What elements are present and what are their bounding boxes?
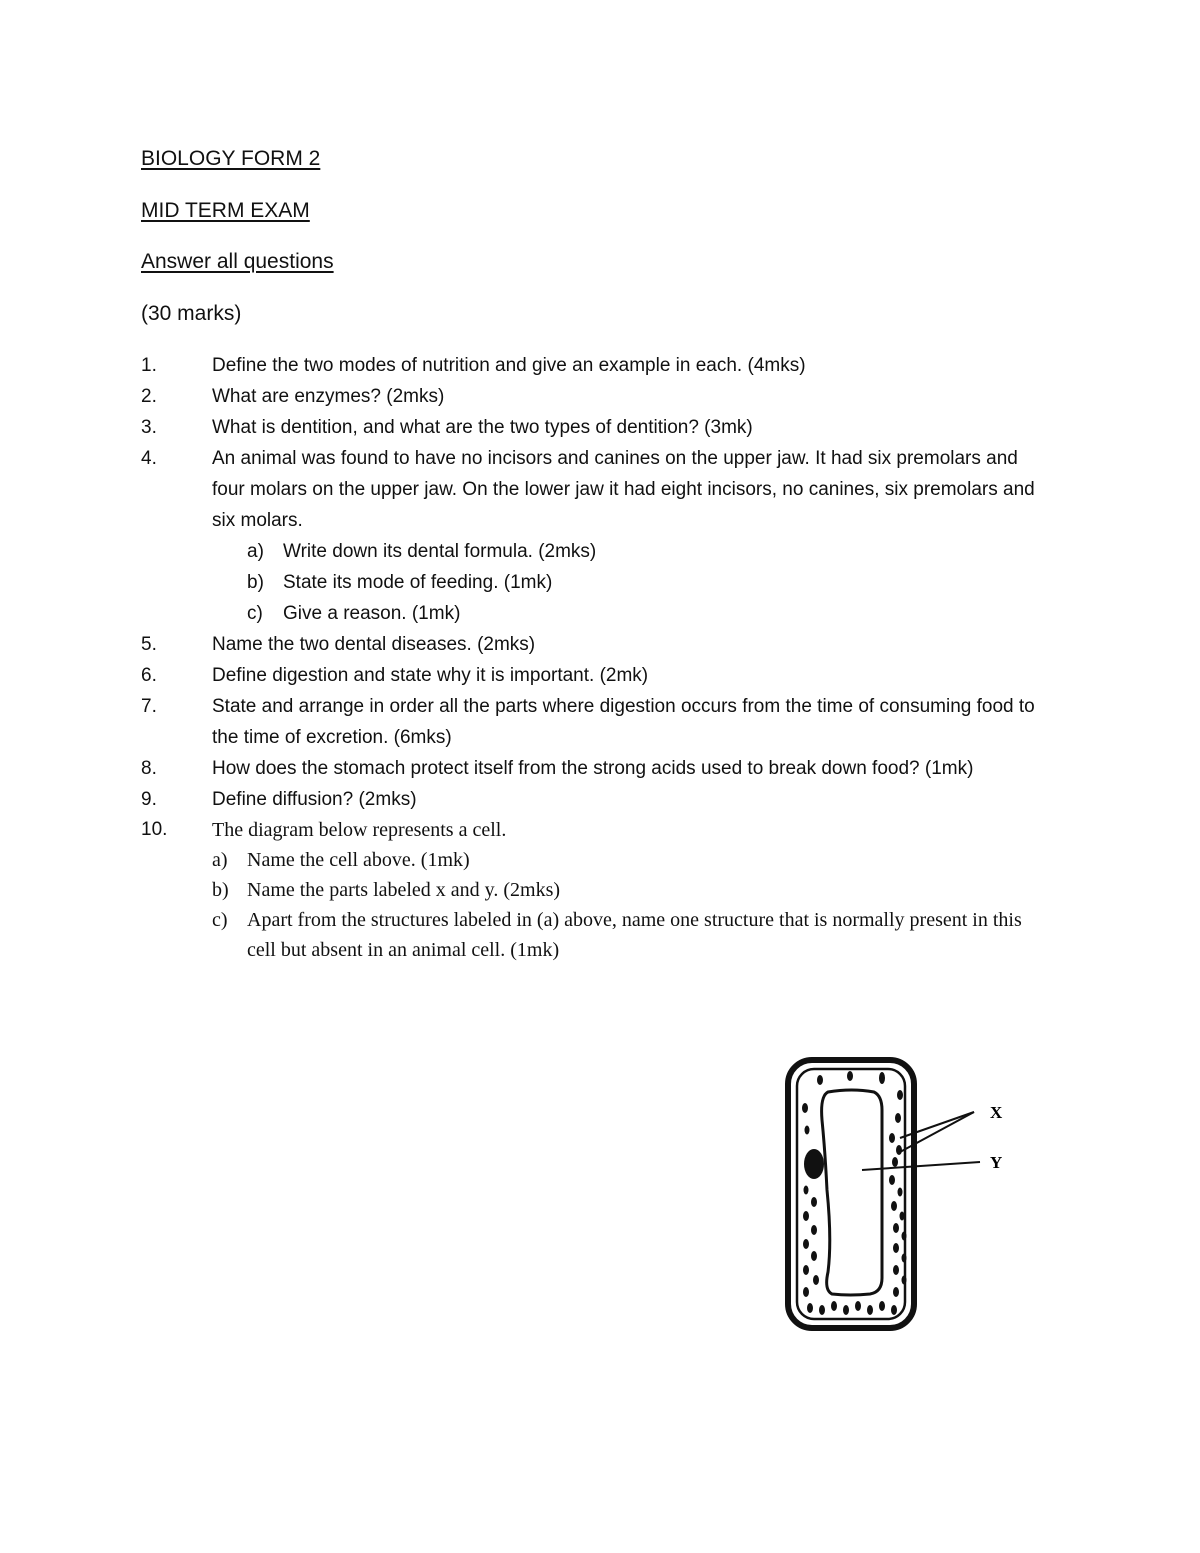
instruction-heading: Answer all questions [141,250,334,273]
subquestion-text: Give a reason. (1mk) [283,603,461,624]
label-y: Y [990,1153,1003,1172]
nucleus [804,1149,824,1179]
question-number: 3. [141,417,157,438]
question-number: 5. [141,634,157,655]
question-number: 4. [141,448,157,469]
question-10a [0,845,1200,875]
question-1 [0,350,1200,381]
question-number: 7. [141,696,157,717]
question-text: The diagram below represents a cell. [212,819,507,841]
label-x: X [990,1103,1003,1122]
total-marks: (30 marks) [141,302,242,325]
subquestion-text: Apart from the structures labeled in (a) above, name one structure that is normally present in this cell but absent in an animal cell. (1mk) [247,909,1022,961]
question-4 [0,443,1200,536]
question-7 [0,691,1200,753]
question-4b [0,567,1200,598]
question-9 [0,784,1200,815]
question-4c [0,598,1200,629]
plant-cell-diagram [770,1040,1040,1340]
question-number: 10. [141,819,168,840]
subquestion-label: a) [212,849,228,871]
question-text: Name the two dental diseases. (2mks) [212,634,536,655]
question-text: Define the two modes of nutrition and give an example in each. (4mks) [212,355,806,376]
question-text: Define digestion and state why it is important. (2mk) [212,665,649,686]
question-number: 8. [141,758,157,779]
question-number: 1. [141,355,157,376]
subject-title: BIOLOGY FORM 2 [141,147,321,170]
question-10b [0,875,1200,905]
question-2 [0,381,1200,412]
question-number: 2. [141,386,157,407]
question-text: State and arrange in order all the parts where digestion occurs from the time of consuming food to the time of excretion. (6mks) [212,696,1035,748]
question-4a [0,536,1200,567]
subquestion-label: c) [212,909,228,931]
subquestion-text: Name the cell above. (1mk) [247,849,470,871]
question-text: What are enzymes? (2mks) [212,386,445,407]
subquestion-text: Name the parts labeled x and y. (2mks) [247,879,561,901]
subquestion-label: a) [247,541,264,562]
question-text: What is dentition, and what are the two types of dentition? (3mk) [212,417,753,438]
question-8 [0,753,1200,784]
vacuole [822,1090,882,1295]
subquestion-label: c) [247,603,263,624]
question-text: Define diffusion? (2mks) [212,789,417,810]
question-10c [0,905,1200,965]
exam-title: MID TERM EXAM [141,199,310,222]
question-text: How does the stomach protect itself from the strong acids used to break down food? (1mk) [212,758,974,779]
subquestion-label: b) [212,879,229,901]
question-number: 9. [141,789,157,810]
subquestion-text: Write down its dental formula. (2mks) [283,541,597,562]
subquestion-label: b) [247,572,264,593]
question-6 [0,660,1200,691]
question-number: 6. [141,665,157,686]
question-text: An animal was found to have no incisors and canines on the upper jaw. It had six premolars and four molars on the upper jaw. On the lower jaw it had eight incisors, no canines, six premolars and six molars. [212,448,1035,531]
subquestion-text: State its mode of feeding. (1mk) [283,572,553,593]
question-10 [0,815,1200,845]
question-3 [0,412,1200,443]
question-list [0,350,1200,965]
question-5 [0,629,1200,660]
